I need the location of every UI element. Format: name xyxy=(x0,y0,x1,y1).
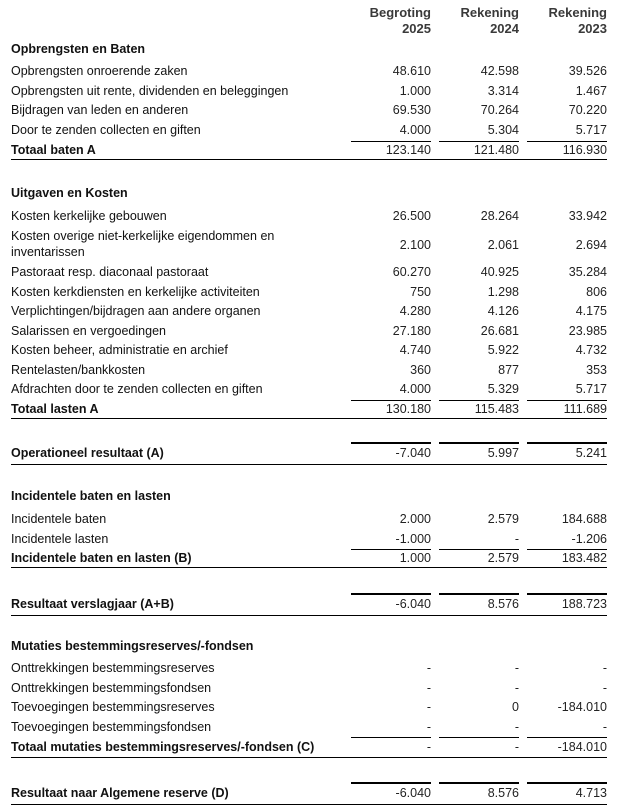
value-begroting-2025: 2.000 xyxy=(399,512,431,526)
value-begroting-2025: 4.000 xyxy=(399,382,431,396)
value-rekening-2024: 3.314 xyxy=(487,84,519,98)
column-header-begroting-2025 xyxy=(351,5,431,37)
value-rekening-2024: 115.483 xyxy=(474,402,519,416)
value-rekening-2024: 5.922 xyxy=(487,343,519,357)
row-label: Opbrengsten uit rente, dividenden en beleggingen xyxy=(11,84,289,98)
total-row xyxy=(0,549,619,568)
value-begroting-2025: 360 xyxy=(410,363,431,377)
value-begroting-2025: 1.000 xyxy=(399,84,431,98)
result-underline xyxy=(11,615,607,616)
value-rekening-2024: 8.576 xyxy=(487,786,519,800)
row-label: Toevoegingen bestemmingsfondsen xyxy=(11,720,212,734)
value-begroting-2025: 27.180 xyxy=(392,324,431,338)
total-label: Totaal lasten A xyxy=(11,402,99,416)
value-rekening-2024: 2.579 xyxy=(487,551,519,565)
value-rekening-2024: 70.264 xyxy=(480,103,519,117)
value-rekening-2023: 33.942 xyxy=(568,209,607,223)
value-rekening-2023: 70.220 xyxy=(568,103,607,117)
result-label: Resultaat verslagjaar (A+B) xyxy=(11,597,174,611)
value-rekening-2023: 4.713 xyxy=(575,786,607,800)
value-rekening-2024: - xyxy=(514,740,519,754)
value-rekening-2024: 26.681 xyxy=(480,324,519,338)
result-row-verslagjaar xyxy=(0,595,619,614)
value-rekening-2024: 5.329 xyxy=(487,382,519,396)
value-rekening-2023: -1.206 xyxy=(571,532,607,546)
value-begroting-2025: -1.000 xyxy=(395,532,431,546)
column-header-line1: Rekening xyxy=(548,5,607,20)
value-rekening-2024: 5.304 xyxy=(487,123,519,137)
total-rule xyxy=(11,159,607,160)
value-begroting-2025: 26.500 xyxy=(392,209,431,223)
table-row xyxy=(0,510,619,529)
value-rekening-2023: - xyxy=(602,681,607,695)
value-rekening-2023: 111.689 xyxy=(563,402,607,416)
row-label: Incidentele baten xyxy=(11,512,107,526)
column-header-line2: 2024 xyxy=(490,21,519,36)
row-label-line1: Kosten overige niet-kerkelijke eigendommen en xyxy=(11,229,275,243)
column-header-line2: 2025 xyxy=(402,21,431,36)
row-label: Salarissen en vergoedingen xyxy=(11,324,166,338)
table-row xyxy=(0,101,619,120)
row-label: Pastoraat resp. diaconaal pastoraat xyxy=(11,265,209,279)
value-rekening-2024: 0 xyxy=(512,700,519,714)
table-row xyxy=(0,322,619,341)
row-label: Kosten kerkdiensten en kerkelijke activiteiten xyxy=(11,285,260,299)
value-begroting-2025: 2.100 xyxy=(399,238,431,252)
row-label: Rentelasten/bankkosten xyxy=(11,363,146,377)
table-row xyxy=(0,62,619,81)
result-underline xyxy=(11,804,607,805)
value-rekening-2024: 1.298 xyxy=(487,285,519,299)
table-row xyxy=(0,659,619,678)
value-begroting-2025: 69.530 xyxy=(392,103,431,117)
value-rekening-2023: - xyxy=(602,720,607,734)
value-rekening-2024: 121.480 xyxy=(473,143,519,157)
value-rekening-2024: 2.061 xyxy=(487,238,519,252)
row-label: Door te zenden collecten en giften xyxy=(11,123,201,137)
value-begroting-2025: 4.280 xyxy=(399,304,431,318)
value-rekening-2024: - xyxy=(514,681,519,695)
value-rekening-2024: 40.925 xyxy=(480,265,519,279)
row-label: Afdrachten door te zenden collecten en giften xyxy=(11,382,263,396)
value-rekening-2024: - xyxy=(514,532,519,546)
column-header-line2: 2023 xyxy=(578,21,607,36)
value-rekening-2023: 1.467 xyxy=(575,84,607,98)
row-label: Kosten beheer, administratie en archief xyxy=(11,343,228,357)
row-label xyxy=(11,228,274,260)
value-begroting-2025: - xyxy=(426,681,431,695)
column-header-rekening-2024 xyxy=(439,5,519,37)
result-row-operationeel xyxy=(0,444,619,463)
total-row xyxy=(0,400,619,419)
total-label: Totaal mutaties bestemmingsreserves/-fondsen (C) xyxy=(11,740,315,754)
table-row xyxy=(0,341,619,360)
table-row xyxy=(0,698,619,717)
value-rekening-2023: 183.482 xyxy=(561,551,607,565)
value-rekening-2023: -184.010 xyxy=(557,740,607,754)
table-row xyxy=(0,207,619,226)
table-row xyxy=(0,228,619,264)
value-begroting-2025: - xyxy=(426,700,431,714)
value-rekening-2023: 116.930 xyxy=(562,143,607,157)
table-row xyxy=(0,302,619,321)
total-row xyxy=(0,738,619,757)
table-row xyxy=(0,121,619,140)
value-begroting-2025: 750 xyxy=(410,285,431,299)
value-rekening-2023: 39.526 xyxy=(568,64,607,78)
value-rekening-2023: - xyxy=(602,661,607,675)
column-header-line1: Begroting xyxy=(369,5,431,20)
value-begroting-2025: 48.610 xyxy=(392,64,431,78)
section-title-incidenteel: Incidentele baten en lasten xyxy=(11,489,171,503)
row-label: Onttrekkingen bestemmingsreserves xyxy=(11,661,215,675)
value-begroting-2025: 130.180 xyxy=(385,402,431,416)
table-row xyxy=(0,380,619,399)
value-begroting-2025: - xyxy=(426,661,431,675)
value-rekening-2023: 188.723 xyxy=(561,597,607,611)
value-begroting-2025: -7.040 xyxy=(395,446,431,460)
value-rekening-2023: 2.694 xyxy=(575,238,607,252)
table-row xyxy=(0,283,619,302)
value-begroting-2025: -6.040 xyxy=(395,597,431,611)
total-rule xyxy=(11,757,607,758)
result-underline xyxy=(11,464,607,465)
value-rekening-2023: 5.717 xyxy=(575,382,607,396)
value-rekening-2024: 2.579 xyxy=(487,512,519,526)
table-row xyxy=(0,679,619,698)
table-row xyxy=(0,82,619,101)
value-rekening-2024: 42.598 xyxy=(480,64,519,78)
row-label: Toevoegingen bestemmingsreserves xyxy=(11,700,215,714)
result-row-algemene-reserve xyxy=(0,784,619,803)
value-rekening-2023: 4.732 xyxy=(575,343,607,357)
value-rekening-2024: 28.264 xyxy=(480,209,519,223)
value-rekening-2023: 806 xyxy=(586,285,607,299)
row-label: Bijdragen van leden en anderen xyxy=(11,103,189,117)
value-begroting-2025: 60.270 xyxy=(392,265,431,279)
total-label: Totaal baten A xyxy=(11,143,96,157)
value-rekening-2024: - xyxy=(514,720,519,734)
value-rekening-2024: 4.126 xyxy=(487,304,519,318)
column-header-rekening-2023 xyxy=(527,5,607,37)
value-rekening-2023: 184.688 xyxy=(561,512,607,526)
section-title-lasten: Uitgaven en Kosten xyxy=(11,186,128,200)
result-label: Operationeel resultaat (A) xyxy=(11,446,164,460)
column-header-line1: Rekening xyxy=(460,5,519,20)
value-rekening-2023: 5.717 xyxy=(575,123,607,137)
value-begroting-2025: 1.000 xyxy=(399,551,431,565)
table-row xyxy=(0,263,619,282)
value-begroting-2025: 4.740 xyxy=(399,343,431,357)
total-label: Incidentele baten en lasten (B) xyxy=(11,551,192,565)
value-begroting-2025: - xyxy=(426,740,431,754)
row-label: Incidentele lasten xyxy=(11,532,109,546)
total-rule xyxy=(11,567,607,568)
value-begroting-2025: -6.040 xyxy=(395,786,431,800)
section-title-mutaties: Mutaties bestemmingsreserves/-fondsen xyxy=(11,639,254,653)
table-row xyxy=(0,718,619,737)
result-label: Resultaat naar Algemene reserve (D) xyxy=(11,786,229,800)
row-label: Onttrekkingen bestemmingsfondsen xyxy=(11,681,212,695)
value-rekening-2023: 4.175 xyxy=(575,304,607,318)
row-label: Verplichtingen/bijdragen aan andere organen xyxy=(11,304,261,318)
value-rekening-2024: - xyxy=(514,661,519,675)
value-rekening-2024: 8.576 xyxy=(487,597,519,611)
row-label: Kosten kerkelijke gebouwen xyxy=(11,209,167,223)
value-rekening-2024: 877 xyxy=(498,363,519,377)
value-rekening-2023: 5.241 xyxy=(575,446,607,460)
row-label-line2: inventarissen xyxy=(11,245,85,259)
value-rekening-2023: 353 xyxy=(586,363,607,377)
total-row xyxy=(0,141,619,160)
value-rekening-2024: 5.997 xyxy=(487,446,519,460)
value-rekening-2023: 35.284 xyxy=(568,265,607,279)
value-begroting-2025: - xyxy=(426,720,431,734)
value-begroting-2025: 4.000 xyxy=(399,123,431,137)
total-rule xyxy=(11,418,607,419)
value-rekening-2023: 23.985 xyxy=(568,324,607,338)
value-begroting-2025: 123.140 xyxy=(385,143,431,157)
value-rekening-2023: -184.010 xyxy=(557,700,607,714)
table-row xyxy=(0,361,619,380)
table-row xyxy=(0,530,619,549)
row-label: Opbrengsten onroerende zaken xyxy=(11,64,188,78)
section-title-baten: Opbrengsten en Baten xyxy=(11,42,146,56)
